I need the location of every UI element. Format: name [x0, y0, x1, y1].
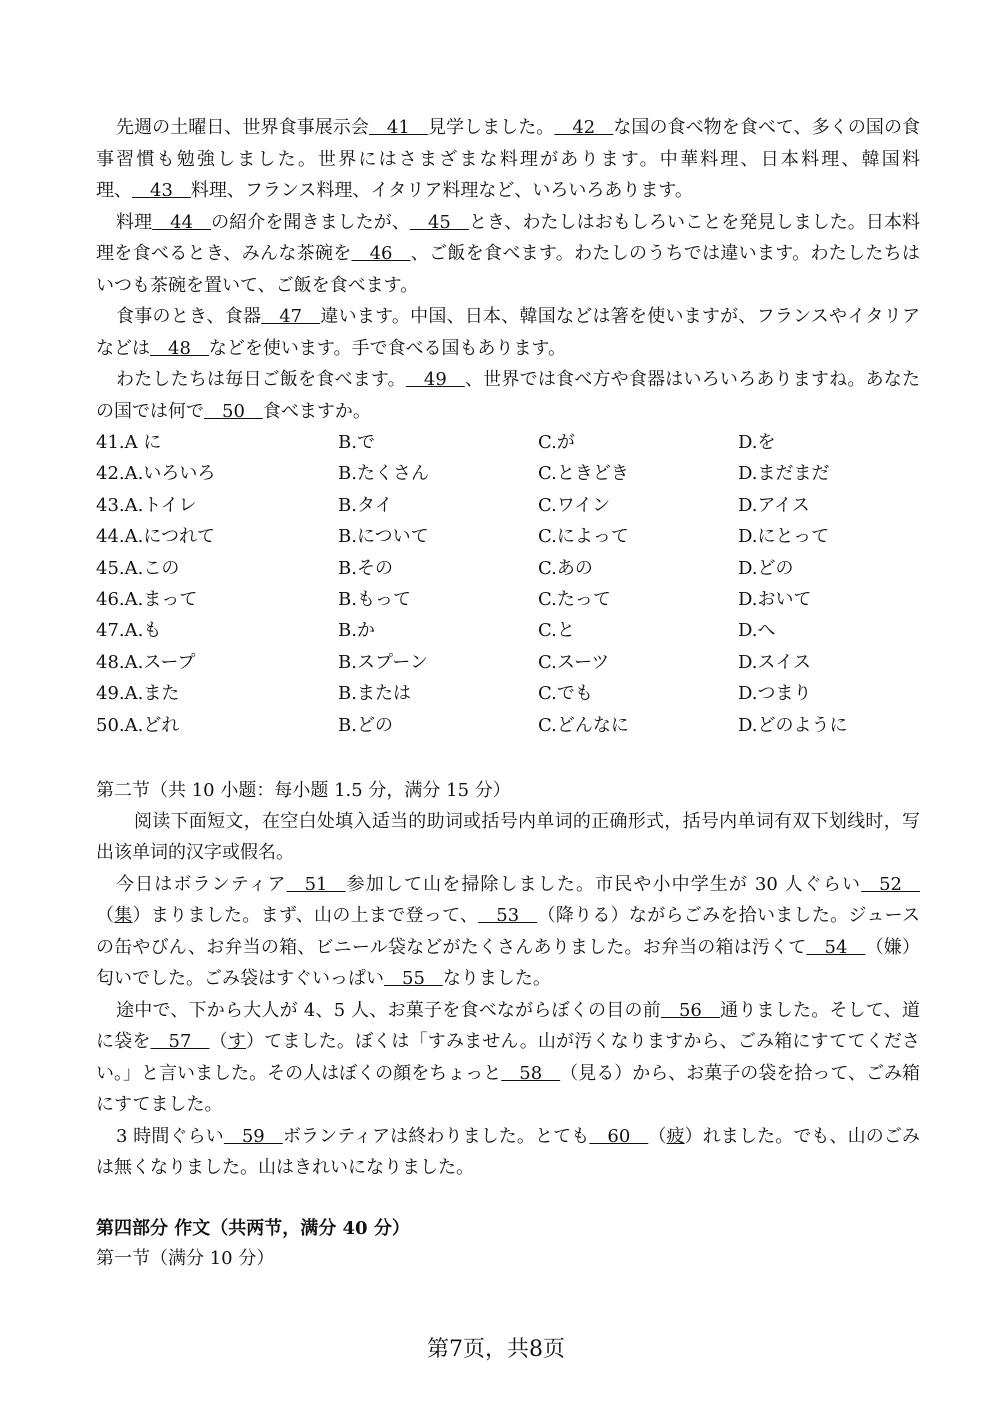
option-row: [96, 647, 920, 678]
passage1-paragraph-1: 先週の土曜日、世界食事展示会 41 見学しました。 42 な国の食べ物を食べて、多くの国の食事習慣も勉強しました。世界にはさまざまな料理があります。中華料理、日本料理、韓国料理、 43 料理、フランス料理、イタリア料理など、いろいろあります。: [96, 117, 921, 201]
option-row: [96, 458, 920, 489]
blank-58: 58: [501, 1062, 561, 1084]
blank-53: 53: [478, 905, 538, 927]
passage2-paragraph-3: 3 時間ぐらい 59 ボランティアは終わりました。とても 60 （疲）れました。でも、山のごみは無くなりました。山はきれいになりました。: [96, 1125, 921, 1179]
option-d: D.へ: [738, 620, 776, 642]
option-b: B.で: [338, 432, 375, 453]
option-d: D.を: [738, 432, 776, 453]
section2-instruction: 阅读下面短文，在空白处填入适当的助词或括号内单词的正确形式，括号内单词有双下划线时，写出该单词的汉字或假名。: [96, 810, 920, 864]
option-a: 42.A.いろいろ: [96, 463, 216, 485]
option-row: [96, 584, 920, 615]
option-row: [96, 521, 920, 552]
option-b: B.か: [338, 620, 375, 642]
option-d: D.どのように: [738, 714, 848, 736]
blank-44: 44: [152, 211, 212, 233]
option-b: B.タイ: [338, 494, 393, 516]
option-a: 44.A.につれて: [96, 526, 215, 548]
blank-49: 49: [405, 369, 465, 390]
option-row: [96, 710, 920, 741]
passage1-paragraph-4: わたしたちは毎日ご飯を食べます。 49 、世界では食べ方や食器はいろいろありますね。あなたの国では何で 50 食べますか。: [96, 369, 920, 422]
option-a: 49.A.また: [96, 683, 180, 705]
part4-subsection: 第一节（满分 10 分）: [96, 1247, 275, 1269]
blank-45: 45: [409, 211, 469, 233]
option-b: B.その: [338, 557, 393, 579]
blank-54: 54: [806, 936, 866, 958]
passage2-paragraph-1: 今日はボランティア 51 参加して山を掃除しました。市民や小中学生が 30 人ぐらい 52 （集）まりました。まず、山の上まで登って、 53 （降りる）ながらごみを拾いました。ジュースの缶やびん、お弁当の箱、ビニール袋などがたくさんありました。お弁当の箱は汚くて 54 （嫌）匂いでした。ごみ袋はすぐいっぱい 55 なりました。: [96, 873, 921, 990]
option-c: C.でも: [538, 683, 593, 705]
blank-56: 56: [660, 999, 720, 1021]
option-c: C.が: [538, 432, 575, 453]
option-row: [96, 427, 920, 458]
blank-52: 52: [861, 873, 920, 895]
blank-43: 43: [132, 180, 191, 201]
option-c: C.と: [538, 620, 575, 642]
option-a: 47.A.も: [96, 620, 162, 642]
blank-55: 55: [384, 968, 443, 990]
part4-heading: 第四部分 作文（共两节，满分 40 分）: [96, 1217, 410, 1239]
option-row: [96, 553, 920, 584]
option-a: 46.A.まって: [96, 588, 198, 610]
option-row: [96, 678, 920, 709]
blank-42: 42: [554, 117, 614, 138]
blank-46: 46: [351, 243, 411, 264]
option-d: D.どの: [738, 557, 794, 579]
option-c: C.ワイン: [538, 494, 611, 516]
blank-59: 59: [223, 1125, 283, 1147]
blank-48: 48: [150, 337, 209, 359]
option-b: B.スプーン: [338, 651, 429, 673]
underlined-word: 疲: [666, 1125, 685, 1147]
blank-57: 57: [150, 1031, 210, 1053]
option-c: C.たって: [538, 588, 611, 610]
option-b: B.たくさん: [338, 463, 429, 485]
option-b: B.または: [338, 683, 411, 705]
option-b: B.どの: [338, 714, 393, 736]
option-d: D.にとって: [738, 526, 830, 548]
option-c: C.によって: [538, 526, 629, 548]
blank-41: 41: [368, 117, 428, 138]
blank-47: 47: [261, 306, 321, 327]
option-b: B.もって: [338, 588, 411, 610]
blank-60: 60: [589, 1125, 649, 1147]
option-c: C.あの: [538, 557, 593, 579]
passage1-paragraph-3: 食事のとき、食器 47 違います。中国、日本、韓国などは箸を使いますが、フランスやイタリアなどは 48 などを使います。手で食べる国もあります。: [96, 306, 920, 359]
section2-heading: 第二节（共 10 小题：每小题 1.5 分，满分 15 分）: [96, 779, 511, 801]
underlined-word: す: [227, 1031, 246, 1053]
option-a: 45.A.この: [96, 557, 180, 579]
option-d: D.つまり: [738, 683, 812, 705]
exam-page: [96, 112, 920, 1274]
page-number: 第7页，共8页: [427, 1337, 565, 1362]
passage1-paragraph-2: 料理 44 の紹介を聞きましたが、 45 とき、わたしはおもしろいことを発見しました。日本料理を食べるとき、みんな茶碗を 46 、ご飯を食べます。わたしのうちでは違います。わたしたちはいつも茶碗を置いて、ご飯を食べます。: [96, 211, 921, 296]
option-a: 43.A.トイレ: [96, 494, 197, 516]
passage2-paragraph-2: 途中で、下から大人が 4、5 人、お菓子を食べながらぼくの目の前 56 通りました。そして、道に袋を 57 （す）てました。ぼくは「すみません。山が汚くなりますから、ごみ箱にすててください。」と言いました。その人はぼくの顔をちょっと 58 （見る）から、お菓子の袋を拾って、ごみ箱にすてました。: [96, 999, 921, 1116]
underlined-word: 集: [114, 905, 133, 927]
option-b: B.について: [338, 526, 429, 548]
option-c: C.どんなに: [538, 714, 629, 736]
option-a: 50.A.どれ: [96, 714, 180, 736]
blank-51: 51: [286, 873, 346, 895]
option-c: C.スーツ: [538, 651, 610, 673]
option-a: 48.A.スープ: [96, 651, 196, 673]
option-row: [96, 490, 920, 521]
option-row: [96, 615, 920, 646]
option-d: D.おいて: [738, 588, 812, 610]
blank-50: 50: [204, 400, 263, 422]
option-c: C.ときどき: [538, 463, 629, 485]
option-d: D.まだまだ: [738, 463, 830, 485]
option-a: 41.A に: [96, 432, 162, 453]
option-d: D.アイス: [738, 494, 810, 516]
answer-options: [96, 427, 920, 741]
option-d: D.スイス: [738, 651, 811, 673]
